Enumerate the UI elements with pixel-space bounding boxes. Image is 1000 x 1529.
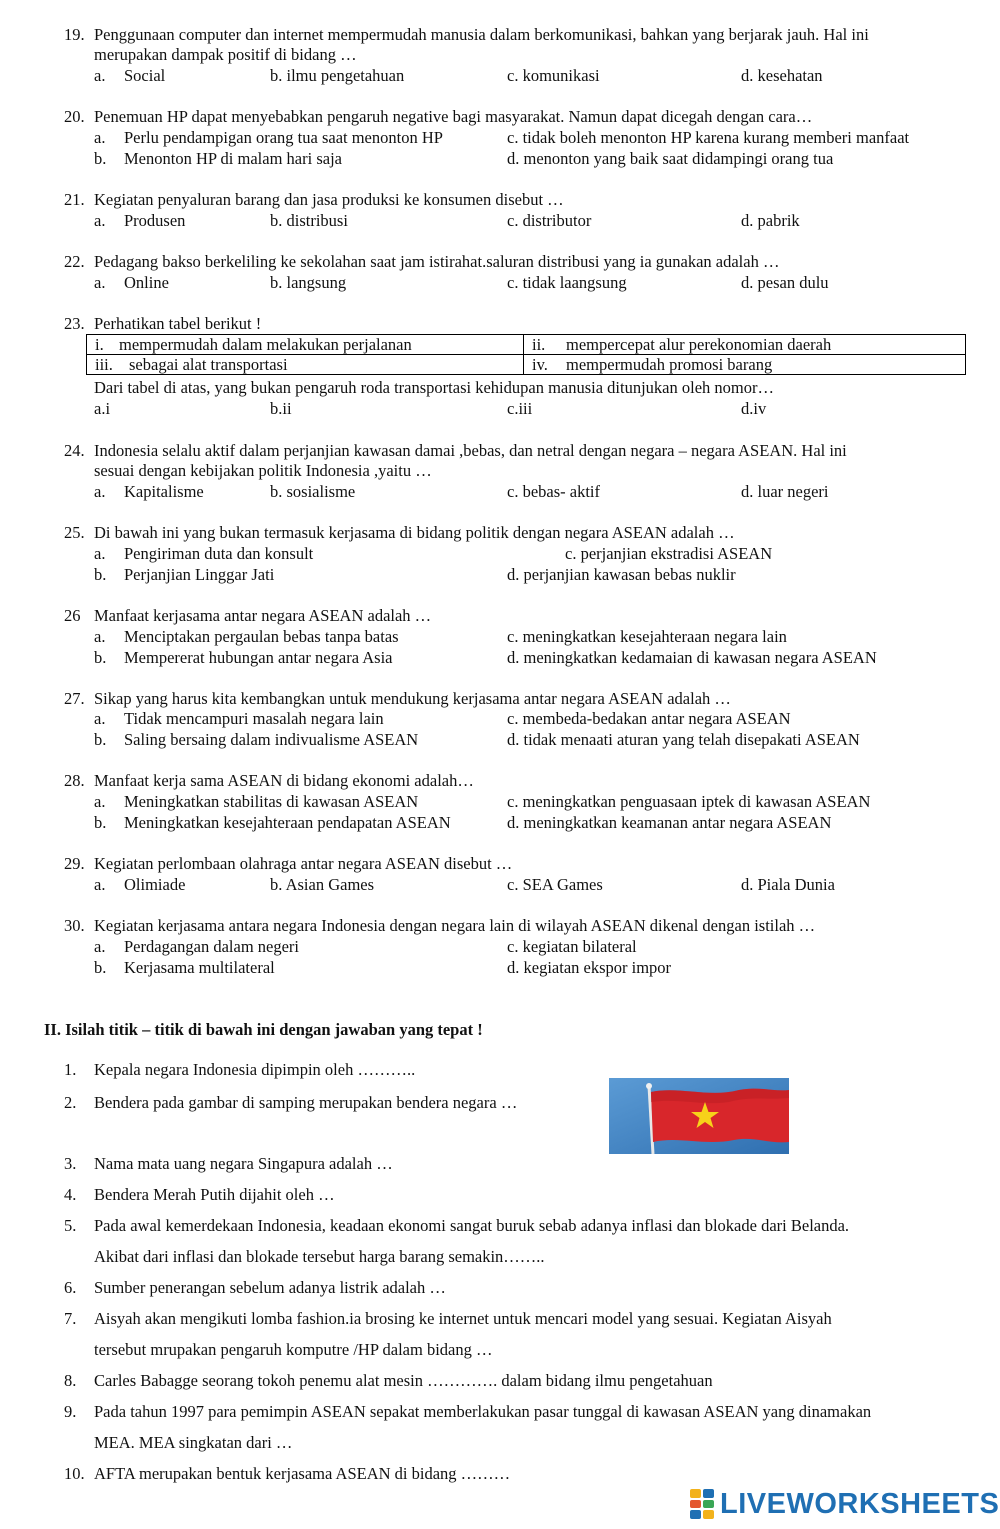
question-27-option-d: d. tidak menaati aturan yang telah disepakati ASEAN: [507, 730, 860, 749]
question-28-option-a: a. Meningkatkan stabilitas di kawasan ASEAN: [94, 792, 419, 811]
question-23-option-c: c.iii: [507, 399, 533, 418]
question-23-text-2: Dari tabel di atas, yang bukan pengaruh roda transportasi kehidupan manusia ditunjukan oleh nomor…: [94, 378, 774, 397]
question-19-number: 19.: [64, 25, 85, 44]
question-24-text-2: sesuai dengan kebijakan politik Indonesia ,yaitu …: [94, 461, 432, 480]
question-19-option-a: a. Social: [94, 66, 166, 85]
question-23-option-a: a.i: [94, 399, 111, 418]
fill-item-text: Bendera Merah Putih dijahit oleh …: [94, 1185, 335, 1204]
flag-pole-top: [646, 1083, 652, 1089]
question-19-option-b: b. ilmu pengetahuan: [270, 66, 405, 85]
question-24-option-d: d. luar negeri: [741, 482, 829, 501]
question-25-option-c: c. perjanjian ekstradisi ASEAN: [565, 544, 773, 563]
question-22-option-a: a. Online: [94, 273, 169, 292]
question-30-number: 30.: [64, 916, 85, 935]
fill-item-text: Aisyah akan mengikuti lomba fashion.ia brosing ke internet untuk mencari model yang sesuai. Kegiatan Aisyah: [94, 1309, 832, 1328]
question-20-option-a: a. Perlu pendampigan orang tua saat menonton HP: [94, 128, 443, 147]
fill-item-number: 6.: [64, 1278, 77, 1297]
question-21-text: Kegiatan penyaluran barang dan jasa produksi ke konsumen disebut …: [94, 190, 564, 209]
question-29-option-c: c. SEA Games: [507, 875, 603, 894]
question-24-number: 24.: [64, 441, 85, 460]
fill-item-text: Pada awal kemerdekaan Indonesia, keadaan ekonomi sangat buruk sebab adanya inflasi dan blokade dari Belanda.: [94, 1216, 850, 1235]
question-28-number: 28.: [64, 771, 85, 790]
question-24-text: Indonesia selalu aktif dalam perjanjian kawasan damai ,bebas, dan netral dengan negara – negara ASEAN. Hal ini: [94, 441, 847, 460]
fill-item-text-2: MEA. MEA singkatan dari …: [94, 1433, 293, 1452]
question-21-option-c: c. distributor: [507, 211, 592, 230]
question-24-option-b: b. sosialisme: [270, 482, 356, 501]
question-26-text: Manfaat kerjasama antar negara ASEAN adalah …: [94, 606, 432, 625]
table-cell: iv. mempermudah promosi barang: [524, 355, 966, 375]
question-25-option-d: d. perjanjian kawasan bebas nuklir: [507, 565, 736, 584]
fill-item-text-2: Akibat dari inflasi dan blokade tersebut harga barang semakin……..: [94, 1247, 545, 1266]
question-21-option-a: a. Produsen: [94, 211, 186, 230]
question-26-number: 26: [64, 606, 81, 625]
fill-item-number: 3.: [64, 1154, 77, 1173]
question-27-option-a: a. Tidak mencampuri masalah negara lain: [94, 709, 384, 728]
question-22-option-d: d. pesan dulu: [741, 273, 829, 292]
logo-text: LIVEWORKSHEETS: [720, 1487, 1000, 1520]
question-26-option-a: a. Menciptakan pergaulan bebas tanpa batas: [94, 627, 399, 646]
liveworksheets-logo: [690, 1487, 999, 1521]
table-row: [87, 335, 966, 355]
fill-item-text: Sumber penerangan sebelum adanya listrik adalah …: [94, 1278, 446, 1297]
question-26-option-d: d. meningkatkan kedamaian di kawasan negara ASEAN: [507, 648, 877, 667]
question-27-option-c: c. membeda-bedakan antar negara ASEAN: [507, 709, 791, 728]
fill-item-number: 8.: [64, 1371, 77, 1390]
question-23-option-d: d.iv: [741, 399, 767, 418]
question-22-option-b: b. langsung: [270, 273, 347, 292]
question-20-text: Penemuan HP dapat menyebabkan pengaruh negative bagi masyarakat. Namun dapat dicegah dengan cara…: [94, 107, 813, 126]
fill-item-number: 5.: [64, 1216, 77, 1235]
vietnam-flag-image: [609, 1078, 789, 1154]
fill-item-number: 2.: [64, 1093, 77, 1112]
question-29-number: 29.: [64, 854, 85, 873]
fill-item-number: 4.: [64, 1185, 77, 1204]
question-19-text: Penggunaan computer dan internet mempermudah manusia dalam berkomunikasi, bahkan yang berjarak jauh. Hal ini: [94, 25, 869, 44]
question-28-option-c: c. meningkatkan penguasaan iptek di kawasan ASEAN: [507, 792, 871, 811]
question-21-number: 21.: [64, 190, 85, 209]
question-21-option-d: d. pabrik: [741, 211, 800, 230]
question-29-option-b: b. Asian Games: [270, 875, 375, 894]
question-20-option-b: b. Menonton HP di malam hari saja: [94, 149, 342, 168]
question-30-text: Kegiatan kerjasama antara negara Indonesia dengan negara lain di wilayah ASEAN dikenal dengan istilah …: [94, 916, 816, 935]
table-cell: ii. mempercepat alur perekonomian daerah: [524, 335, 966, 355]
question-30-option-d: d. kegiatan ekspor impor: [507, 958, 672, 977]
table-cell: i. mempermudah dalam melakukan perjalanan: [87, 335, 524, 355]
fill-item-text: Pada tahun 1997 para pemimpin ASEAN sepakat memberlakukan pasar tunggal di kawasan ASEAN yang dinamakan: [94, 1402, 872, 1421]
fill-item-number: 7.: [64, 1309, 77, 1328]
question-23-text: Perhatikan tabel berikut !: [94, 314, 262, 333]
question-29-option-a: a. Olimiade: [94, 875, 186, 894]
question-28-option-d: d. meningkatkan keamanan antar negara ASEAN: [507, 813, 832, 832]
question-21-option-b: b. distribusi: [270, 211, 348, 230]
question-24-option-c: c. bebas- aktif: [507, 482, 600, 501]
fill-item-text: Bendera pada gambar di samping merupakan bendera negara …: [94, 1093, 518, 1112]
question-25-text: Di bawah ini yang bukan termasuk kerjasama di bidang politik dengan negara ASEAN adalah …: [94, 523, 735, 542]
question-22-number: 22.: [64, 252, 85, 271]
question-29-option-d: d. Piala Dunia: [741, 875, 835, 894]
question-27-number: 27.: [64, 689, 85, 708]
question-24-option-a: a. Kapitalisme: [94, 482, 204, 501]
question-19-text-2: merupakan dampak positif di bidang …: [94, 45, 357, 64]
question-19-option-c: c. komunikasi: [507, 66, 600, 85]
question-26-option-c: c. meningkatkan kesejahteraan negara lain: [507, 627, 787, 646]
question-30-option-c: c. kegiatan bilateral: [507, 937, 637, 956]
question-30-option-a: a. Perdagangan dalam negeri: [94, 937, 300, 956]
question-20-number: 20.: [64, 107, 85, 126]
question-22-option-c: c. tidak laangsung: [507, 273, 627, 292]
question-28-text: Manfaat kerja sama ASEAN di bidang ekonomi adalah…: [94, 771, 474, 790]
question-20-option-d: d. menonton yang baik saat didampingi orang tua: [507, 149, 834, 168]
question-25-option-b: b. Perjanjian Linggar Jati: [94, 565, 275, 584]
fill-item-text: Carles Babagge seorang tokoh penemu alat mesin …………. dalam bidang ilmu pengetahuan: [94, 1371, 713, 1390]
question-22-text: Pedagang bakso berkeliling ke sekolahan saat jam istirahat.saluran distribusi yang ia gunakan adalah …: [94, 252, 780, 271]
fill-item-number: 1.: [64, 1060, 77, 1079]
question-25-option-a: a. Pengiriman duta dan konsult: [94, 544, 314, 563]
fill-item-number: 10.: [64, 1464, 85, 1483]
fill-item-text: AFTA merupakan bentuk kerjasama ASEAN di bidang ………: [94, 1464, 511, 1483]
question-19-option-d: d. kesehatan: [741, 66, 823, 85]
section-heading: II. Isilah titik – titik di bawah ini dengan jawaban yang tepat !: [44, 1020, 483, 1039]
fill-item-text: Nama mata uang negara Singapura adalah …: [94, 1154, 393, 1173]
table-row: [87, 355, 966, 375]
fill-item-number: 9.: [64, 1402, 77, 1421]
question-30-option-b: b. Kerjasama multilateral: [94, 958, 275, 977]
question-27-text: Sikap yang harus kita kembangkan untuk mendukung kerjasama antar negara ASEAN adalah …: [94, 689, 731, 708]
question-29-text: Kegiatan perlombaan olahraga antar negara ASEAN disebut …: [94, 854, 513, 873]
question-23-number: 23.: [64, 314, 85, 333]
question-23-table: [86, 334, 966, 375]
question-20-option-c: c. tidak boleh menonton HP karena kurang memberi manfaat: [507, 128, 910, 147]
fill-item-text: Kepala negara Indonesia dipimpin oleh ………..: [94, 1060, 416, 1079]
fill-item-text-2: tersebut mrupakan pengaruh komputre /HP dalam bidang …: [94, 1340, 493, 1359]
liveworksheets-logo-icon: [690, 1489, 714, 1519]
question-25-number: 25.: [64, 523, 85, 542]
question-23-option-b: b.ii: [270, 399, 292, 418]
question-27-option-b: b. Saling bersaing dalam indivualisme ASEAN: [94, 730, 419, 749]
question-28-option-b: b. Meningkatkan kesejahteraan pendapatan ASEAN: [94, 813, 451, 832]
question-26-option-b: b. Mempererat hubungan antar negara Asia: [94, 648, 393, 667]
table-cell: iii. sebagai alat transportasi: [87, 355, 524, 375]
